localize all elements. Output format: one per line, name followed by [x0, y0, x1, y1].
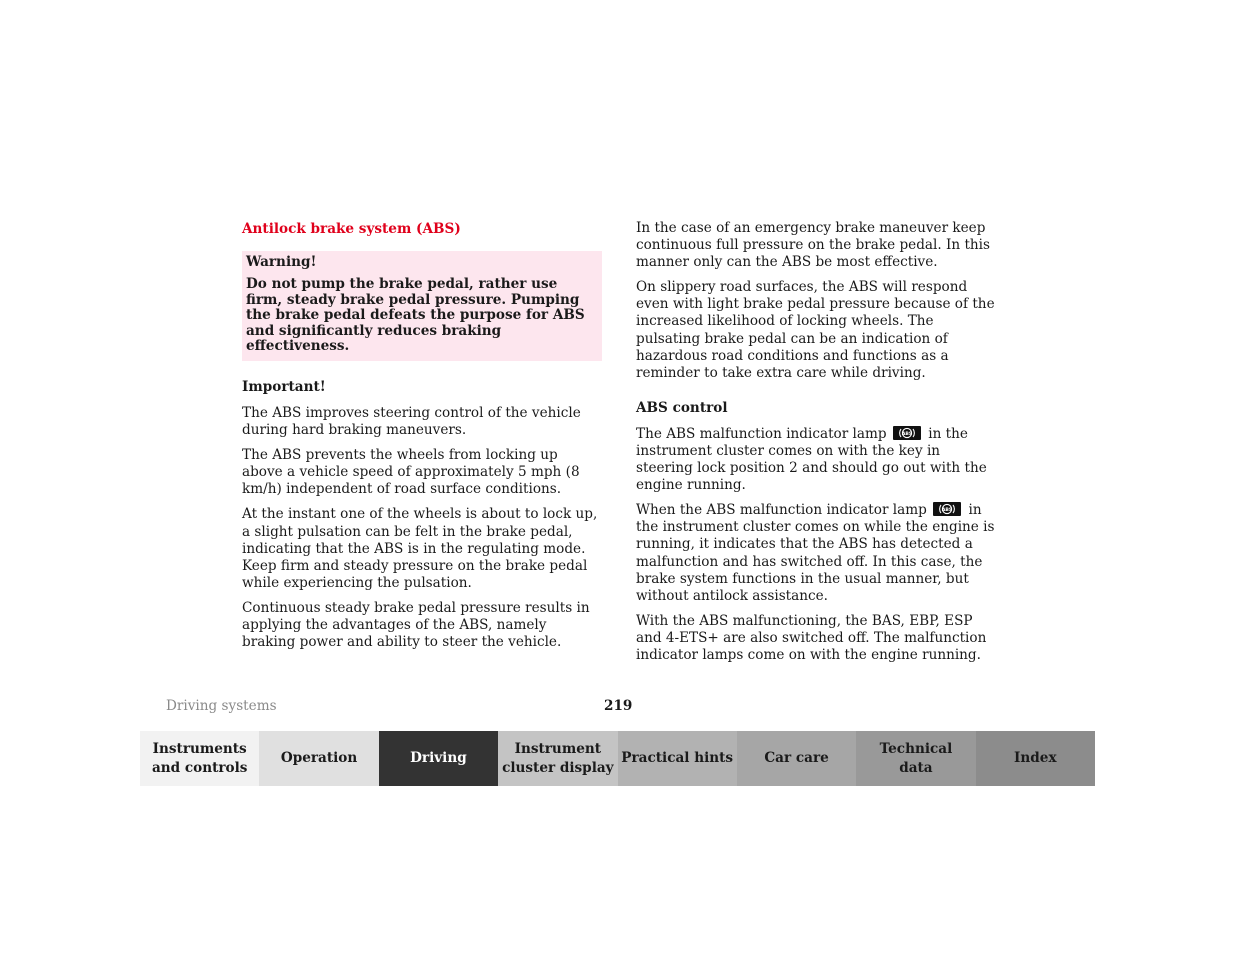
- warning-title: Warning!: [246, 254, 317, 270]
- nav-tab-label: Car care: [764, 750, 829, 766]
- page-number: 219: [604, 698, 633, 714]
- paragraph-text: in the instrument cluster comes on with the key in steering lock position 2 and should go out with the engine running.: [636, 425, 987, 494]
- abs-malfunction-indicator-icon: [893, 426, 921, 440]
- section-title: Antilock brake system (ABS): [242, 221, 461, 237]
- warning-box: [242, 251, 602, 361]
- paragraph-text: When the ABS malfunction indicator lamp: [636, 502, 927, 519]
- warning-body: Do not pump the brake pedal, rather use firm, steady brake pedal pressure. Pumping the brake pedal defeats the purpose for ABS and significantly reduces braking effectiveness.: [246, 276, 585, 355]
- paragraph: On slippery road surfaces, the ABS will respond even with light brake pedal pressure because of the increased likelihood of locking wheels. The pulsating brake pedal can be an indication of hazardous road conditions and functions as a reminder to take extra care while driving.: [636, 279, 995, 381]
- abs-control-heading: ABS control: [636, 399, 728, 416]
- paragraph-abs-control-3: With the ABS malfunctioning, the BAS, EBP, ESP and 4-ETS+ are also switched off. The malfunction indicator lamps come on with the engine running.: [636, 612, 987, 663]
- paragraph: Continuous steady brake pedal pressure results in applying the advantages of the ABS, namely braking power and ability to steer the vehicle.: [242, 599, 590, 651]
- nav-tab-label: Operation: [280, 750, 358, 766]
- footer-section-name: Driving systems: [166, 698, 277, 714]
- right-column: [636, 220, 996, 672]
- nav-tab-label: Practical hints: [621, 750, 734, 766]
- paragraph-text: in the instrument cluster comes on while the engine is running, it indicates that the ABS has detected a malfunction and has switched off. In this case, the brake system functions in the usual manner, but without antilock assistance.: [636, 502, 995, 604]
- nav-tab-label: Instruments and controls: [151, 740, 248, 776]
- paragraph: The ABS prevents the wheels from locking up above a vehicle speed of approximately 5 mph (8 km/h) independent of road surface conditions.: [242, 447, 580, 498]
- nav-tab-label: Index: [1014, 750, 1057, 766]
- nav-tab-technical-data[interactable]: [856, 731, 975, 786]
- paragraph-text: The ABS malfunction indicator lamp: [636, 425, 887, 442]
- important-heading: Important!: [242, 378, 326, 395]
- nav-tab-label: Instrument cluster display: [502, 740, 614, 776]
- nav-tab-car-care[interactable]: [737, 731, 856, 786]
- nav-tab-instruments-and-controls[interactable]: [140, 731, 259, 786]
- chapter-navigation: [140, 731, 1095, 786]
- paragraph: At the instant one of the wheels is about to lock up, a slight pulsation can be felt in the brake pedal, indicating that the ABS is in the regulating mode. Keep firm and steady pressure on the brake pedal while experiencing the pulsation.: [242, 506, 598, 591]
- paragraph: In the case of an emergency brake maneuver keep continuous full pressure on the brake pedal. In this manner only can the ABS be most effective.: [636, 220, 991, 271]
- nav-tab-driving[interactable]: [379, 731, 498, 786]
- svg-text:ABS: ABS: [941, 508, 953, 514]
- nav-tab-label: Technical data: [879, 740, 953, 776]
- abs-malfunction-indicator-icon: [933, 502, 961, 516]
- nav-tab-instrument-cluster-display[interactable]: [498, 731, 617, 786]
- paragraph-abs-control-2: [636, 502, 996, 605]
- nav-tab-practical-hints[interactable]: [618, 731, 737, 786]
- paragraph-abs-control-1: [636, 426, 996, 494]
- nav-tab-label: Driving: [410, 750, 467, 766]
- nav-tab-index[interactable]: [976, 731, 1095, 786]
- svg-text:ABS: ABS: [901, 431, 913, 437]
- paragraph: The ABS improves steering control of the vehicle during hard braking maneuvers.: [242, 404, 581, 439]
- nav-tab-operation[interactable]: [259, 731, 378, 786]
- left-column: [242, 220, 602, 659]
